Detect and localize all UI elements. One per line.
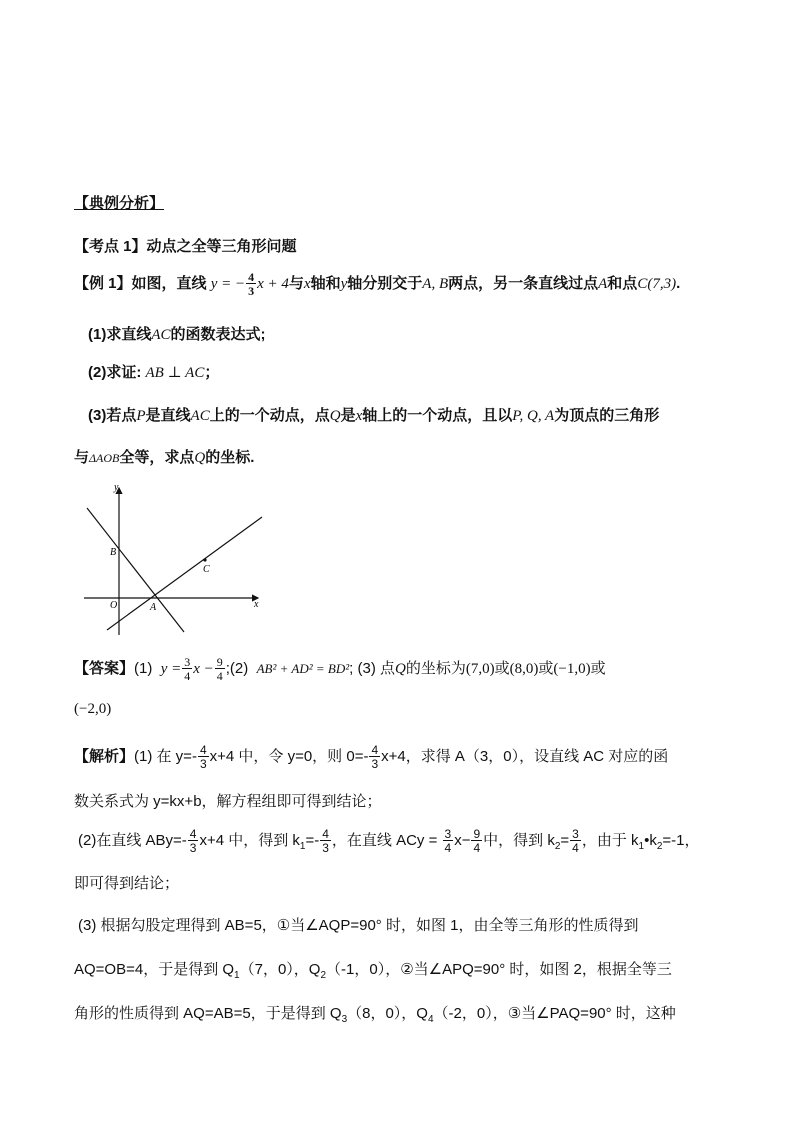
fraction: $\frac{4}{3}$ [248,270,255,298]
analysis-line-4: 即可得到结论； [74,875,180,892]
fraction: $\frac{4}{3}$ [189,827,197,855]
fraction: $\frac{4}{3}$ [371,743,379,771]
fraction: $\frac{4}{3}$ [322,827,329,855]
question-3-line-2: 与ΔAOB全等，求点Q的坐标. [74,449,255,466]
line-ab [87,508,184,632]
section-title: 【典例分析】 [74,195,165,212]
answer-line-2: (−2,0) [74,701,112,717]
fraction: $\frac{3}{4}$ [444,827,452,855]
label-b: B [110,547,117,558]
fraction: $\frac{3}{4}$ [184,655,191,683]
coordinate-graph [82,480,267,640]
answer-line-1: 【答案】(1) y = $\frac{3}{4}$ x − $\frac{9}{4}$ ;(2) AB² + AD² = BD²; (3) 点Q的坐标为(7,0)或(8,0)或(−1,0)或 [74,655,606,683]
label-a: A [150,602,157,613]
y-label: y [114,482,119,493]
question-2: (2)求证: AB ⊥ AC； [88,364,220,381]
analysis-line-5: (3) 根据勾股定理得到 AB=5，①当∠AQP=90° 时，如图 1，由全等三角形的性质得到 [78,917,639,934]
question-3-line-1: (3)若点P是直线AC上的一个动点，点Q是x轴上的一个动点，且以P, Q, A为顶点的三角形 [88,407,660,424]
analysis-line-3: (2)在直线 ABy=- $\frac{4}{3}$ x+4 中，得到 $k_1=-$ $\frac{4}{3}$ ，在直线 ACy = $\frac{3}{4}$ x− $\frac{9}{4}$ 中，得到 $k_2=$ $\frac{3}{4}$ ，由于 $k_1•k_2=-1$， [78,827,700,855]
analysis-line-1: 【解析】(1) 在 y=- $\frac{4}{3}$ x+4 中，令 y=0，则 0=- $\frac{4}{3}$ x+4，求得 A（3，0），设直线 AC 对应的函 [74,743,669,771]
line-ac [107,517,262,630]
fraction: $\frac{9}{4}$ [216,655,223,683]
x-label: x [254,599,259,610]
label-c: C [203,564,210,575]
analysis-line-6: AQ=OB=4，于是得到 $Q_1(7$，0），$Q_2(-1$，0），②当∠APQ=90° 时，如图 2，根据全等三 [74,961,672,981]
fraction: $\frac{3}{4}$ [572,827,579,855]
analysis-line-7: 角形的性质得到 AQ=AB=5，于是得到 $Q_3(8$，0），$Q_4(-2$，0），③当∠PAQ=90° 时，这种 [74,1005,676,1025]
point-c [203,558,206,561]
example-1-statement: 【例 1】如图，直线 y = − $\frac{4}{3}$ x + 4与x轴和y轴分别交于A, B两点，另一条直线过点A和点C(7,3). [74,270,681,298]
kaodian-heading: 【考点 1】动点之全等三角形问题 [74,238,297,255]
fraction: $\frac{4}{3}$ [199,743,207,771]
fraction: $\frac{9}{4}$ [473,827,481,855]
label-o: O [110,600,118,611]
analysis-line-2: 数关系式为 y=kx+b，解方程组即可得到结论； [74,793,382,810]
question-1: (1)求直线AC的函数表达式; [88,326,266,343]
